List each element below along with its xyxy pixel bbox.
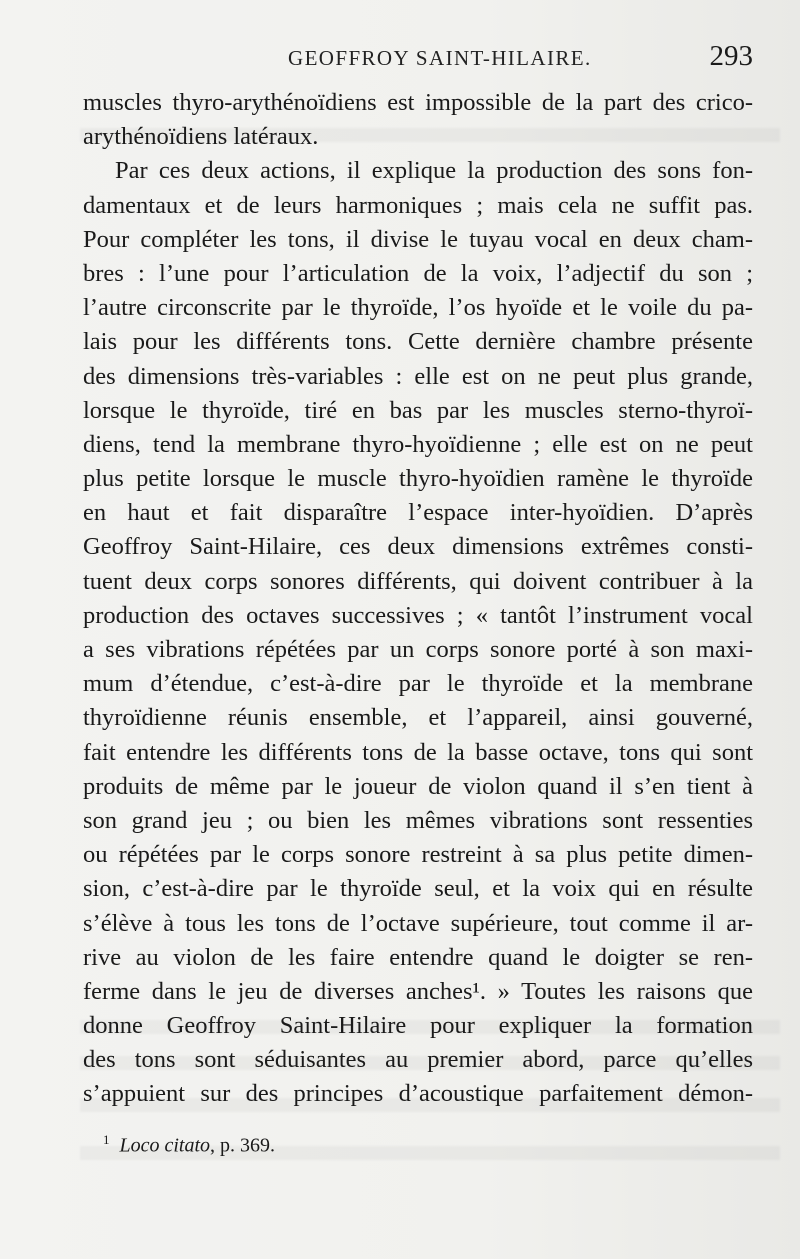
- footnote-page-ref: , p. 369.: [210, 1134, 276, 1157]
- footnote: [103, 1132, 275, 1158]
- footnote-marker: 1: [103, 1132, 110, 1147]
- text-line: bres : l’une pour l’articulation de la voix, l’adjectif du son ;: [83, 259, 753, 287]
- text-line: des dimensions très-variables : elle est on ne peut plus grande,: [83, 362, 753, 390]
- text-line: lais pour les différents tons. Cette dernière chambre présente: [83, 328, 753, 356]
- text-line: sion, c’est-à-dire par le thyroïde seul, et la voix qui en résulte: [83, 875, 753, 903]
- text-line: a ses vibrations répétées par un corps sonore porté à son maxi-: [83, 636, 753, 663]
- text-line: production des octaves successives ; « tantôt l’instrument vocal: [83, 601, 753, 629]
- text-line: Pour compléter les tons, il divise le tuyau vocal en deux cham-: [83, 225, 753, 253]
- text-line: lorsque le thyroïde, tiré en bas par les muscles sterno-thyroï-: [83, 396, 753, 424]
- text-line: diens, tend la membrane thyro-hyoïdienne ; elle est on ne peut: [83, 430, 753, 458]
- text-line: des tons sont séduisantes au premier abord, parce qu’elles: [83, 1046, 753, 1074]
- text-line: Geoffroy Saint-Hilaire, ces deux dimensions extrêmes consti-: [83, 533, 753, 561]
- text-line: thyroïdienne réunis ensemble, et l’appareil, ainsi gouverné,: [83, 704, 753, 732]
- text-line: ferme dans le jeu de diverses anches¹. » Toutes les raisons que: [83, 977, 753, 1005]
- text-line: ou répétées par le corps sonore restreint à sa plus petite dimen-: [83, 841, 753, 869]
- text-line: s’appuient sur des principes d’acoustique parfaitement démon-: [83, 1080, 753, 1108]
- text-line: rive au violon de les faire entendre quand le doigter se ren-: [83, 943, 753, 971]
- text-line: s’élève à tous les tons de l’octave supérieure, tout comme il ar-: [83, 909, 753, 937]
- text-line: mum d’étendue, c’est-à-dire par le thyroïde et la membrane: [83, 670, 753, 698]
- text-line: son grand jeu ; ou bien les mêmes vibrations sont ressenties: [83, 806, 753, 834]
- text-line: arythénoïdiens latéraux.: [83, 123, 319, 151]
- footnote-citation: Loco citato: [119, 1134, 211, 1157]
- text-line: produits de même par le joueur de violon quand il s’en tient à: [83, 772, 753, 800]
- text-line: donne Geoffroy Saint-Hilaire pour expliquer la formation: [83, 1012, 753, 1040]
- page-header: [83, 38, 753, 78]
- text-line: muscles thyro-arythénoïdiens est impossible de la part des crico-: [83, 89, 753, 116]
- text-line: fait entendre les différents tons de la basse octave, tons qui sont: [83, 738, 753, 766]
- body-text: [83, 86, 753, 1112]
- text-line: l’autre circonscrite par le thyroïde, l’os hyoïde et le voile du pa-: [83, 294, 753, 322]
- text-line: damentaux et de leurs harmoniques ; mais cela ne suffit pas.: [83, 191, 753, 219]
- running-title: GEOFFROY SAINT-HILAIRE.: [288, 46, 592, 70]
- text-line: plus petite lorsque le muscle thyro-hyoïdien ramène le thyroïde: [83, 465, 753, 493]
- page-number: 293: [709, 40, 753, 72]
- text-line: Par ces deux actions, il explique la production des sons fon-: [115, 157, 753, 185]
- text-line: tuent deux corps sonores différents, qui doivent contribuer à la: [83, 567, 753, 595]
- text-line: en haut et fait disparaître l’espace inter-hyoïdien. D’après: [83, 499, 753, 527]
